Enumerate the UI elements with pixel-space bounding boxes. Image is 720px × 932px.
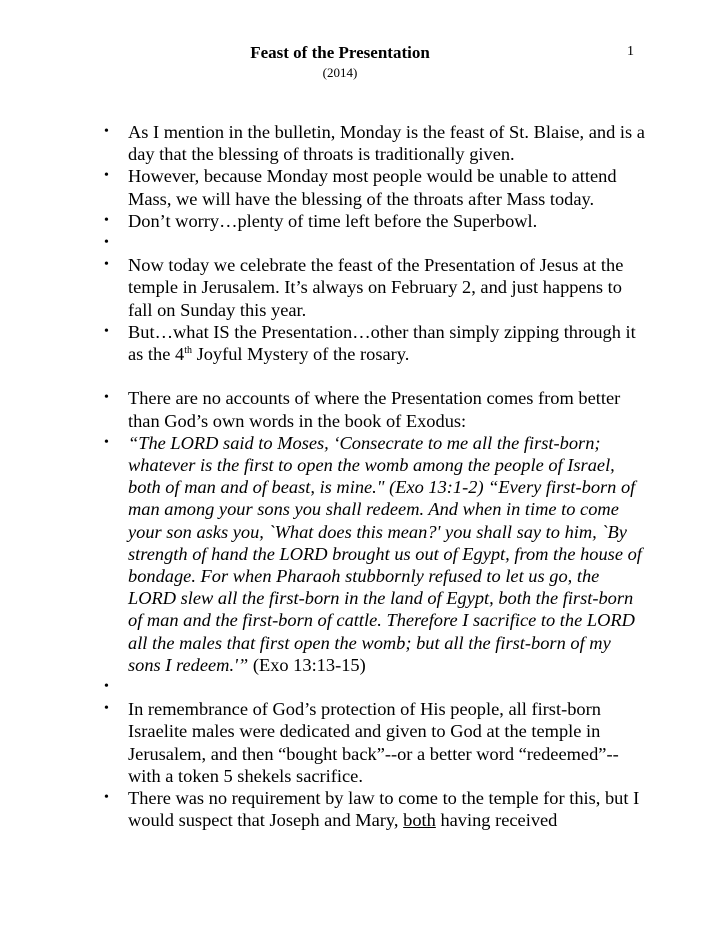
bullet-icon: • xyxy=(104,212,109,228)
bullet-icon: • xyxy=(104,434,109,450)
paragraph-text: In remembrance of God’s protection of His people, all first-born Israelite males were dedicated and given to God at the temple in Jerusalem, and then “bought back”--or a better word “redeemed”--with a token 5 shekels sacrifice. xyxy=(128,699,619,786)
blank-line xyxy=(0,365,720,387)
bullet-icon: • xyxy=(104,701,109,717)
list-item xyxy=(0,210,648,232)
paragraph-text: Now today we celebrate the feast of the Presentation of Jesus at the temple in Jerusalem. It’s always on February 2, and just happens to fall on Sunday this year. xyxy=(128,255,624,320)
list-item xyxy=(0,254,648,321)
list-item xyxy=(0,165,648,209)
paragraph-text: As I mention in the bulletin, Monday is the feast of St. Blaise, and is a day that the blessing of throats is traditionally given. xyxy=(128,122,645,165)
bullet-icon: • xyxy=(104,235,109,251)
list-item xyxy=(0,321,648,365)
bullet-icon: • xyxy=(104,679,109,695)
bullet-icon: • xyxy=(104,790,109,806)
scripture-quote: “The LORD said to Moses, ‘Consecrate to me all the first-born; whatever is the first to open the womb among the people of Israel, both of man and of beast, is mine." (Exo 13:1-2) “Every first-born of man among your sons you shall redeem. And when in time to come your son asks you, `What does this mean?' you shall say to him, `By strength of hand the LORD brought us out of Egypt, from the house of bondage. For when Pharaoh stubbornly refused to let us go, the LORD slew all the first-born in the land of Egypt, both the first-born of man and the first-born of cattle. Therefore I sacrifice to the LORD all the males that first open the womb; but all the first-born of my sons I redeem.'” xyxy=(128,432,642,675)
ordinal-suffix: th xyxy=(184,344,192,356)
bullet-icon: • xyxy=(104,168,109,184)
scripture-reference: (Exo 13:13-15) xyxy=(248,654,366,675)
paragraph-text: However, because Monday most people would be unable to attend Mass, we will have the blessing of the throats after Mass today. xyxy=(128,166,617,209)
paragraph-text: having received xyxy=(435,810,558,831)
bullet-icon: • xyxy=(104,257,109,273)
list-item xyxy=(0,387,648,431)
empty-list-item xyxy=(0,676,648,698)
paragraph-text: Joyful Mystery of the rosary. xyxy=(191,344,410,365)
paragraph-text: There was no requirement by law to come to the temple for this, but I would suspect that Joseph and Mary, xyxy=(128,788,640,831)
bullet-icon: • xyxy=(104,124,109,139)
bullet-icon: • xyxy=(104,390,109,406)
paragraph-text: Don’t worry…plenty of time left before the Superbowl. xyxy=(128,210,538,231)
empty-list-item xyxy=(0,232,648,254)
page-year: (2014) xyxy=(322,65,358,80)
paragraph-text: There are no accounts of where the Presentation comes from better than God’s own words in the book of Exodus: xyxy=(128,388,621,431)
page-title: Feast of the Presentation xyxy=(250,43,430,62)
underlined-word: both xyxy=(403,810,436,831)
list-item xyxy=(0,432,648,676)
paragraph-text: But…what IS the Presentation…other than simply zipping through it as the 4 xyxy=(128,321,636,365)
bullet-icon: • xyxy=(104,323,109,339)
list-item xyxy=(0,121,648,165)
list-item xyxy=(0,787,648,831)
page-number: 1 xyxy=(627,44,634,59)
homily-body xyxy=(0,121,720,831)
list-item xyxy=(0,698,648,787)
